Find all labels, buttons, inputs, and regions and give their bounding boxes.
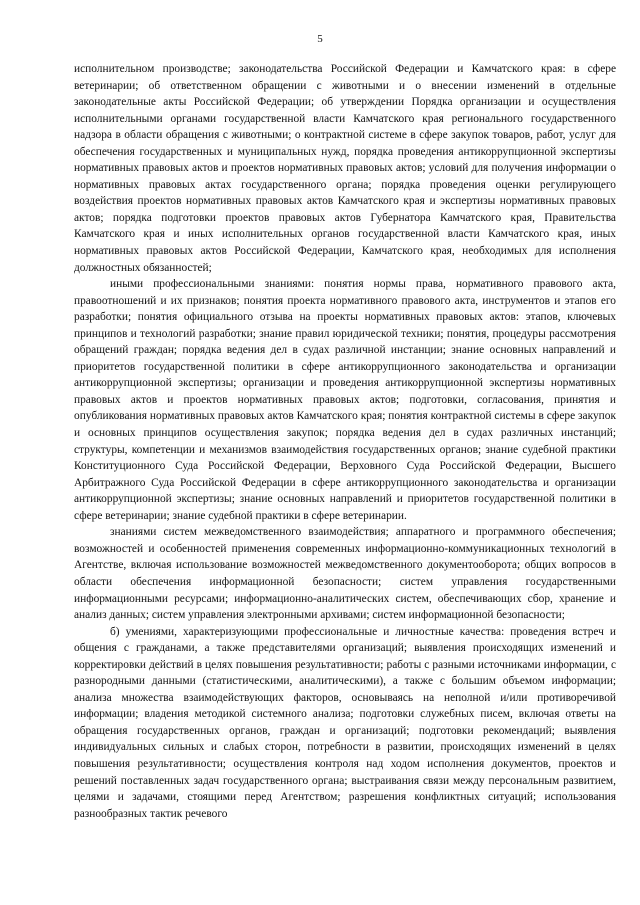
document-body [74, 61, 616, 822]
paragraph-legislation-knowledge: исполнительном производстве; законодательства Российской Федерации и Камчатского края: в сфере ветеринарии; об ответственном обращении с животными и о внесении изменений в отдельные законодательные акты Российской Федерации; об утверждении Порядка организации и осуществления исполнительными органами государственной власти Камчатского края регионального государственного надзора в области обращения с животными; о контрактной системе в сфере закупок товаров, работ, услуг для обеспечения государственных и муниципальных нужд, порядка проведения антикоррупционной экспертизы нормативных правовых актов и проектов нормативных правовых актов; условий для получения информации о нормативных правовых актах государственного органа; порядка проведения оценки регулирующего воздействия проектов нормативных правовых актов Камчатского края и экспертизы нормативных правовых актов; порядка подготовки проектов правовых актов Губернатора Камчатского края, Правительства Камчатского края и иных исполнительных органов государственной власти Камчатского края, иных нормативных правовых актов Российской Федерации, Камчатского края, необходимых для исполнения должностных обязанностей; [74, 63, 616, 274]
paragraph-skills: б) умениями, характеризующими профессиональные и личностные качества: проведения встреч и общения с гражданами, а также представителями организаций; выявления происходящих изменений и корректировки действий в целях повышения результативности; работы с разными источниками информации, с разнородными данными (статистическими, аналитическими), а также с большим объемом информации; анализа множества взаимодействующих факторов, основываясь на неполной и/или противоречивой информации; владения методикой системного анализа; подготовки служебных писем, включая ответы на обращения государственных органов, граждан и организаций; подготовки рекомендаций; выявления индивидуальных сильных и слабых сторон, потребности в развитии, происходящих изменений в целях повышения результативности; осуществления контроля над ходом исполнения документов, проектов и решений поставленных задач государственного органа; выстраивания связи между персональным развитием, целями и задачами, стоящими перед Агентством; разрешения конфликтных ситуаций; использования разнообразных тактик речевого [74, 625, 616, 820]
paragraph-it-systems-knowledge: знаниями систем межведомственного взаимодействия; аппаратного и программного обеспечения; возможностей и особенностей применения современных информационно-коммуникационных технологий в Агентстве, включая использование возможностей межведомственного документооборота; общих вопросов в области обеспечения информационной безопасности; систем управления государственными информационными ресурсами; информационно-аналитических систем, обеспечивающих сбор, хранение и анализ данных; систем управления электронными архивами; систем информационной безопасности; [74, 526, 616, 622]
paragraph-professional-knowledge: иными профессиональными знаниями: понятия нормы права, нормативного правового акта, правоотношений и их признаков; понятия проекта нормативного правового акта, инструментов и этапов его разработки; понятия официального отзыва на проекты нормативных правовых актов: этапов, ключевых принципов и технологий разработки; знание правил юридической техники; понятия, процедуры рассмотрения обращений граждан; порядка ведения дел в судах различной инстанции; знание основных направлений и приоритетов государственной политики в сфере антикоррупционного законодательства и организации антикоррупционной экспертизы; организации и проведения антикоррупционной экспертизы нормативных правовых актов и проектов нормативных правовых актов; подготовки, согласования, принятия и опубликования нормативных правовых актов Камчатского края; понятия контрактной системы в сфере закупок и основных принципов осуществления закупок; порядка ведения дел в судах различных инстанций; структуры, компетенции и механизмов взаимодействия государственных органов; знание судебной практики Конституционного Суда Российской Федерации, Верховного Суда Российской Федерации, Высшего Арбитражного Суда Российской Федерации в сфере антикоррупционного законодательства и организации антикоррупционной экспертизы; знание основных направлений и приоритетов государственной политики в сфере ветеринарии; знание судебной практики в сфере ветеринарии. [74, 278, 616, 522]
page-number: 5 [317, 33, 323, 45]
